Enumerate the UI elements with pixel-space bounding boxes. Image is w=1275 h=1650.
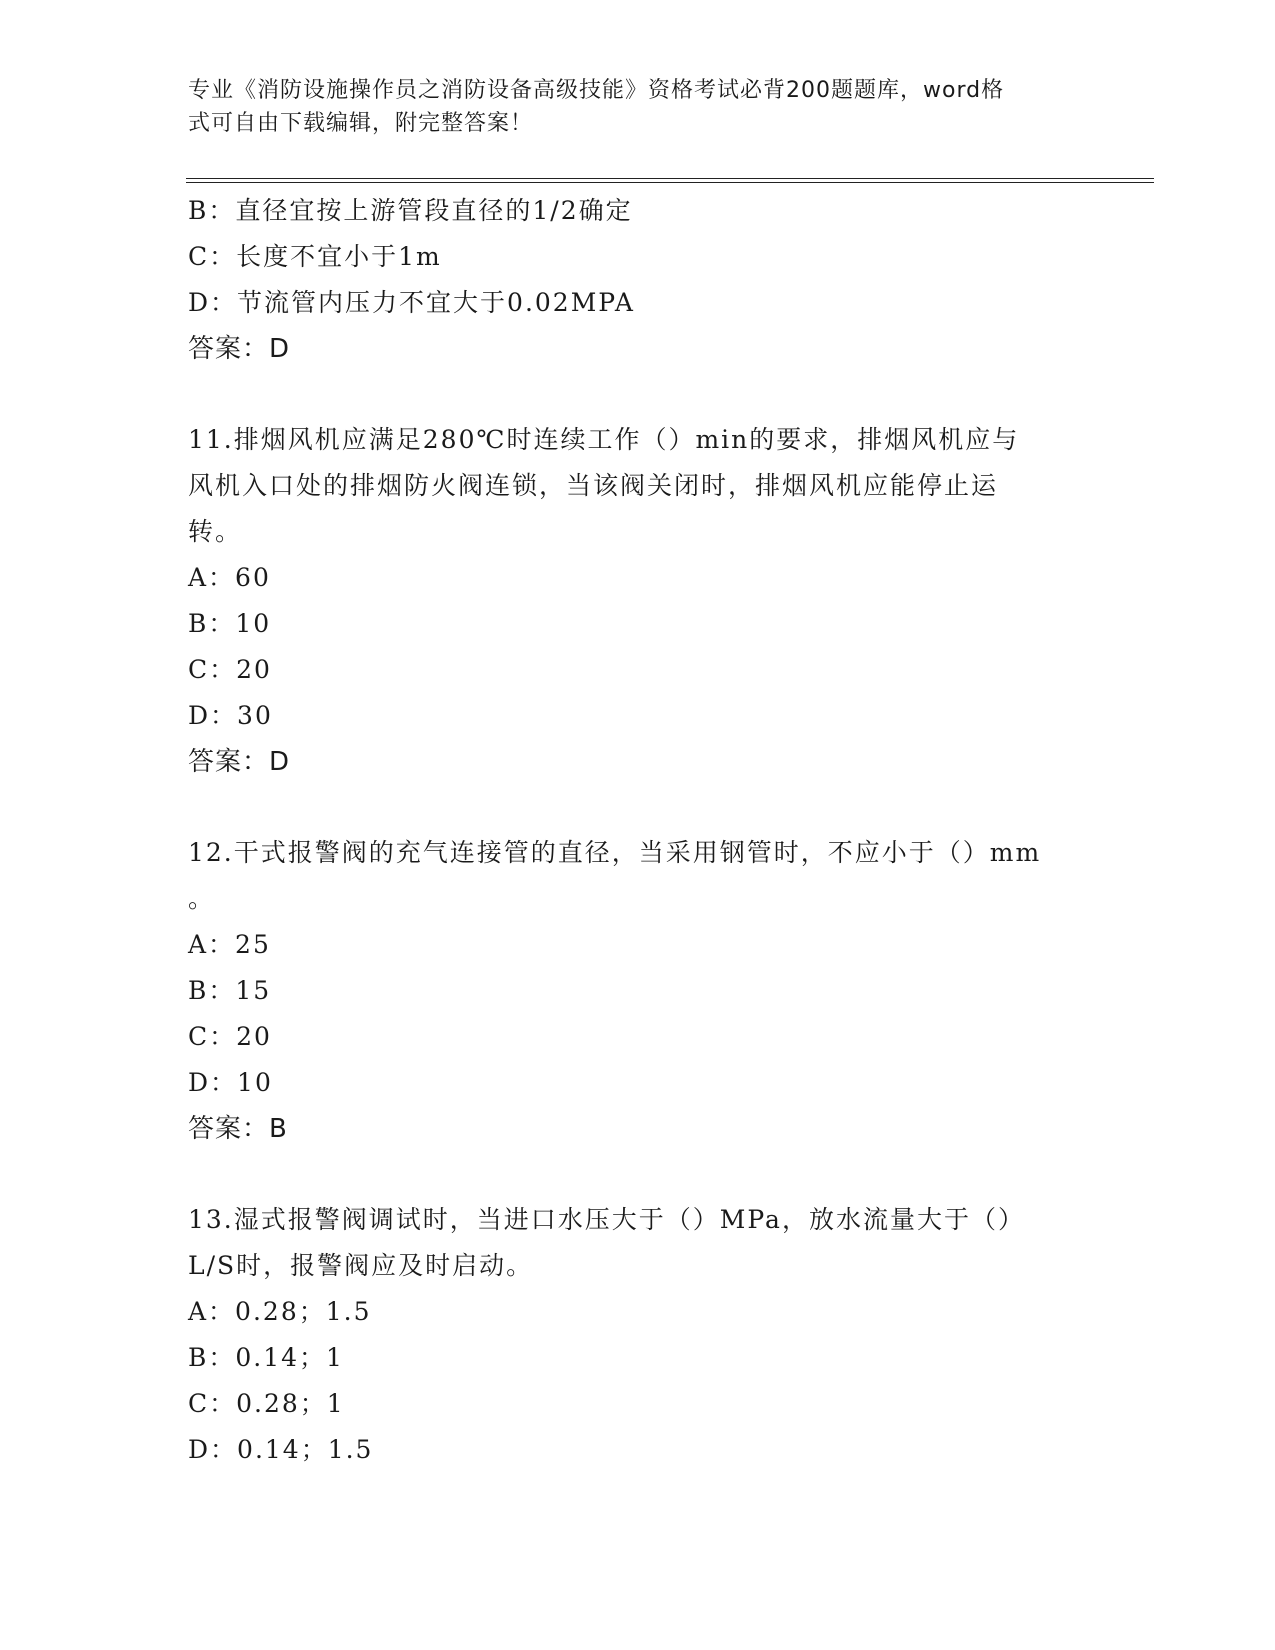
header-line-1: 专业《消防设施操作员之消防设备高级技能》资格考试必背200题题库，word格: [188, 78, 1005, 103]
header-line-2: 式可自由下载编辑，附完整答案！: [188, 111, 534, 136]
question-block: [188, 417, 1088, 785]
document-body: [188, 188, 1088, 1473]
option-line: B：10: [188, 609, 272, 638]
option-line: B：直径宜按上游管段直径的1/2确定: [188, 196, 633, 225]
question-text: 转。: [188, 517, 243, 546]
option-line: D：10: [188, 1068, 273, 1097]
option-line: A：0.28；1.5: [188, 1297, 372, 1326]
question-block: [188, 1197, 1088, 1473]
option-line: C：长度不宜小于1m: [188, 242, 442, 271]
option-line: D：30: [188, 701, 273, 730]
option-line: C：20: [188, 1022, 272, 1051]
question-text: 12.干式报警阀的充气连接管的直径，当采用钢管时，不应小于（）mm: [188, 838, 1042, 867]
option-line: D：节流管内压力不宜大于0.02MPA: [188, 288, 635, 317]
answer-line: 答案：D: [188, 747, 291, 777]
option-line: A：60: [188, 563, 271, 592]
option-line: A：25: [188, 930, 271, 959]
page-header: [188, 74, 1068, 140]
question-text: 13.湿式报警阀调试时，当进口水压大于（）MPa，放水流量大于（）: [188, 1205, 1025, 1234]
spacer: [188, 785, 1088, 830]
header-double-rule: [186, 178, 1154, 183]
option-line: D：0.14；1.5: [188, 1435, 374, 1464]
answer-line: 答案：D: [188, 334, 291, 364]
question-block: [188, 830, 1088, 1152]
option-line: B：15: [188, 976, 272, 1005]
question-text: L/S时，报警阀应及时启动。: [188, 1251, 534, 1280]
spacer: [188, 1152, 1088, 1197]
spacer: [188, 372, 1088, 417]
question-text: 11.排烟风机应满足280℃时连续工作（）min的要求，排烟风机应与: [188, 425, 1020, 454]
question-text: 。: [188, 884, 216, 913]
question-text: 风机入口处的排烟防火阀连锁，当该阀关闭时，排烟风机应能停止运: [188, 471, 999, 500]
option-line: C：20: [188, 655, 272, 684]
question-block: [188, 188, 1088, 372]
answer-line: 答案：B: [188, 1114, 288, 1144]
option-line: B：0.14；1: [188, 1343, 344, 1372]
option-line: C：0.28；1: [188, 1389, 345, 1418]
